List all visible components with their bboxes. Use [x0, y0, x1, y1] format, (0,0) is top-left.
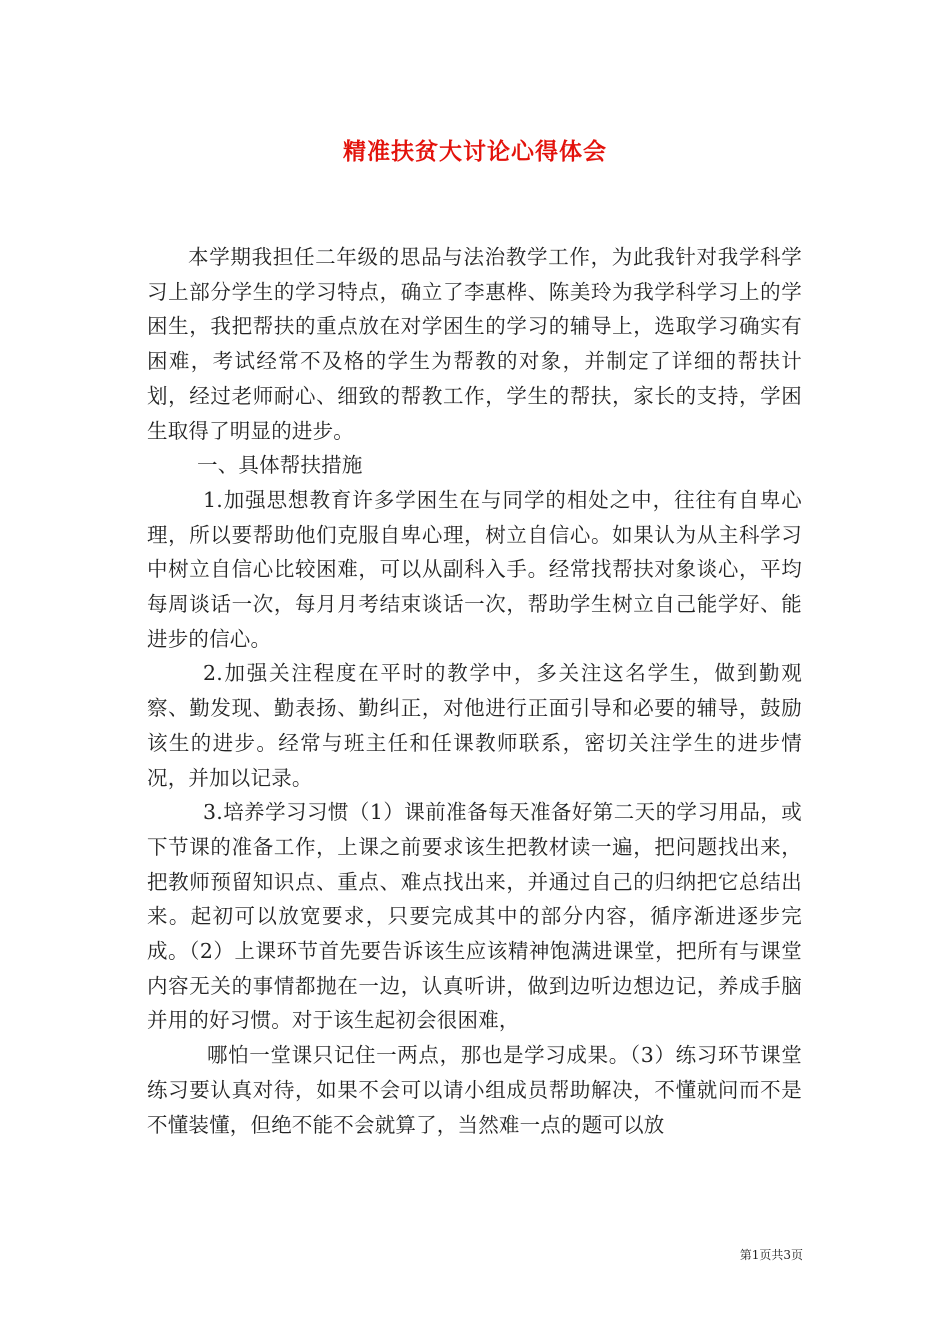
paragraph-measure-2: 2.加强关注程度在平时的教学中，多关注这名学生，做到勤观察、勤发现、勤表扬、勤纠正，对他进行正面引导和必要的辅导，鼓励该生的进步。经常与班主任和任课教师联系，密切关注学生的进步情况，并加以记录。	[147, 661, 802, 790]
paragraph-continued: 哪怕一堂课只记住一两点，那也是学习成果。（3）练习环节课堂练习要认真对待，如果不会可以请小组成员帮助解决，不懂就问而不是不懂装懂，但绝不能不会就算了，当然难一点的题可以放	[147, 1043, 802, 1137]
paragraph-intro: 本学期我担任二年级的思品与法治教学工作，为此我针对我学科学习上部分学生的学习特点，确立了李惠桦、陈美玲为我学科学习上的学困生，我把帮扶的重点放在对学困生的学习的辅导上，选取学习确实有困难，考试经常不及格的学生为帮教的对象，并制定了详细的帮扶计划，经过老师耐心、细致的帮教工作，学生的帮扶，家长的支持，学困生取得了明显的进步。	[147, 245, 802, 443]
paragraph-measure-1: 1.加强思想教育许多学困生在与同学的相处之中，往往有自卑心理，所以要帮助他们克服自卑心理，树立自信心。如果认为从主科学习中树立自信心比较困难，可以从副科入手。经常找帮扶对象谈心，平均每周谈话一次，每月月考结束谈话一次，帮助学生树立自己能学好、能进步的信心。	[147, 487, 802, 651]
paragraph-measure-3: 3.培养学习习惯（1）课前准备每天准备好第二天的学习用品，或下节课的准备工作，上课之前要求该生把教材读一遍，把问题找出来，把教师预留知识点、重点、难点找出来，并通过自己的归纳把它总结出来。起初可以放宽要求，只要完成其中的部分内容，循序渐进逐步完成。（2）上课环节首先要告诉该生应该精神饱满进课堂，把所有与课堂内容无关的事情都抛在一边，认真听讲，做到边听边想边记，养成手脑并用的好习惯。对于该生起初会很困难，	[147, 800, 802, 1033]
document-title: 精准扶贫大讨论心得体会	[343, 138, 607, 165]
document-body	[147, 240, 802, 1142]
section-heading: 一、具体帮扶措施	[197, 453, 363, 478]
page-number: 第1页共3页	[739, 1248, 803, 1262]
